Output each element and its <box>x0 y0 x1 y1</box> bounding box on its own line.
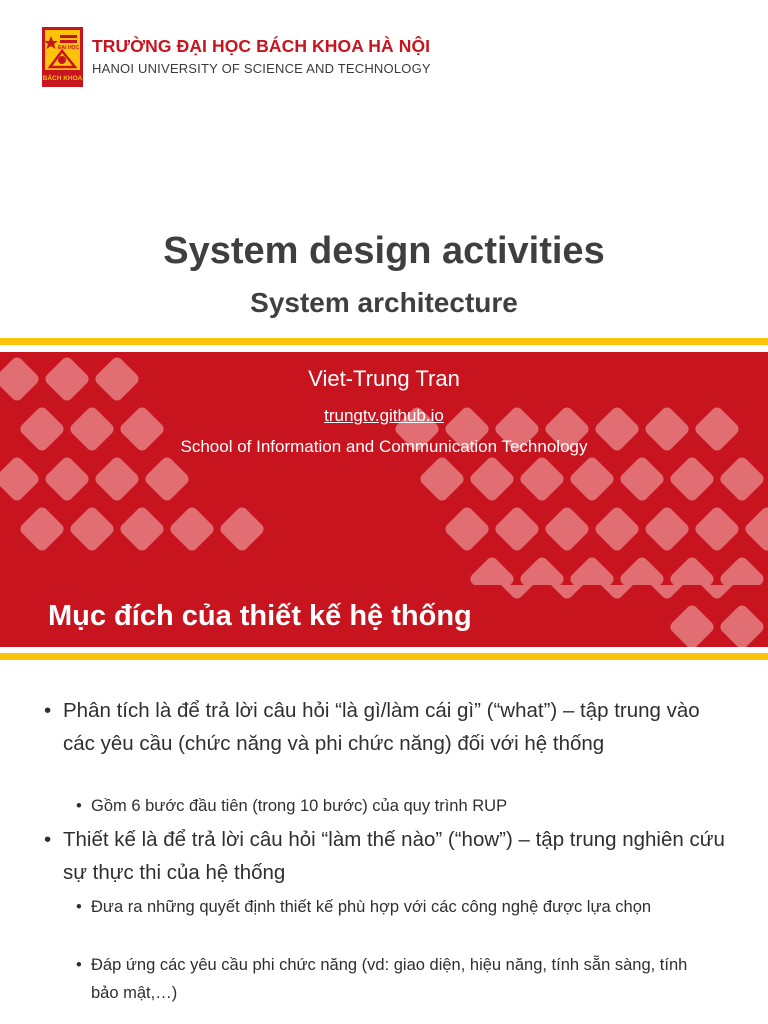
sub-bullet-dot: • <box>76 898 82 916</box>
sub-bullet-item <box>76 893 716 921</box>
sub-bullet-dot: • <box>76 956 82 974</box>
bullet-dot: • <box>44 699 52 722</box>
logo-text-bottom: BÁCH KHOA <box>42 75 83 82</box>
sub-bullet-text: Đáp ứng các yêu cầu phi chức năng (vd: giao diện, hiệu năng, tính sẵn sàng, tính bảo mật,…) <box>91 956 688 1002</box>
bullet-item <box>44 823 734 889</box>
logo-text-top: ĐẠI HỌC <box>57 45 80 51</box>
bullet-text: Phân tích là để trả lời câu hỏi “là gì/làm cái gì” (“what”) – tập trung vào các yêu cầu (chức năng và phi chức năng) đối với hệ thống <box>63 699 700 755</box>
university-name-vietnamese: TRƯỜNG ĐẠI HỌC BÁCH KHOA HÀ NỘI <box>92 36 431 56</box>
author-name: Viet-Trung Tran <box>308 366 460 391</box>
university-logo <box>42 27 83 87</box>
yellow-divider-bottom <box>0 653 768 660</box>
sub-bullet-text: Gồm 6 bước đầu tiên (trong 10 bước) của quy trình RUP <box>91 797 508 815</box>
bullet-item <box>44 694 734 760</box>
author-website-link[interactable]: trungtv.github.io <box>324 406 444 425</box>
sub-bullet-item <box>76 792 716 820</box>
bullet-text: Thiết kế là để trả lời câu hỏi “làm thế nào” (“how”) – tập trung nghiên cứu sự thực thi của hệ thống <box>63 828 725 884</box>
sub-bullet-text: Đưa ra những quyết định thiết kế phù hợp với các công nghệ được lựa chọn <box>91 898 652 916</box>
slide-subtitle: System architecture <box>250 287 518 318</box>
slide-title: System design activities <box>163 230 605 272</box>
section-title: Mục đích của thiết kế hệ thống <box>48 600 472 632</box>
university-name-english: HANOI UNIVERSITY OF SCIENCE AND TECHNOLOGY <box>92 61 431 76</box>
bullet-dot: • <box>44 828 52 851</box>
yellow-divider-top <box>0 338 768 345</box>
sub-bullet-dot: • <box>76 797 82 815</box>
university-header <box>42 27 431 89</box>
school-name: School of Information and Communication Technology <box>180 437 588 456</box>
sub-bullet-item <box>76 951 716 1007</box>
